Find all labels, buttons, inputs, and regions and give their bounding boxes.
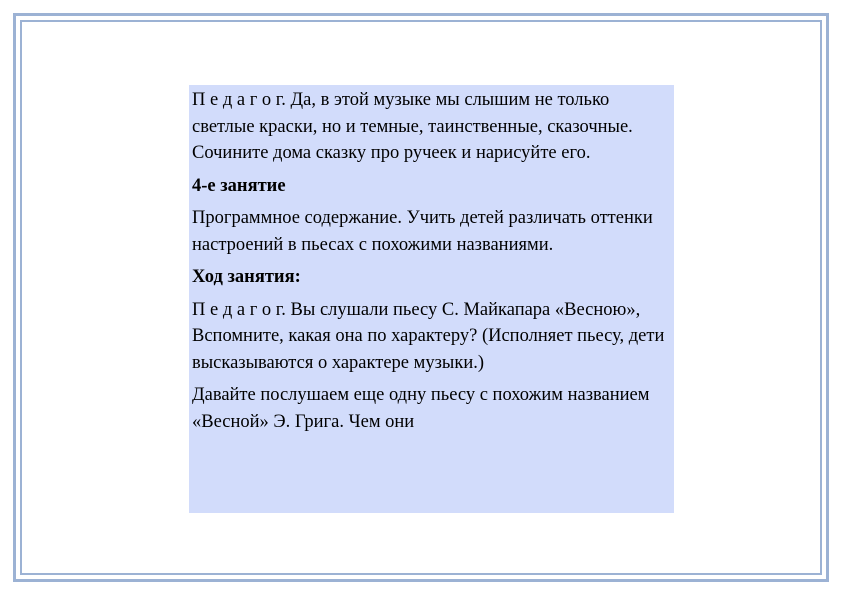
paragraph-text: Вы слушали пьесу С. Майкапара «Весною», Вспомните, какая она по характеру? (Исполняет пьесу, дети высказываются о характере музыки.): [192, 299, 665, 373]
speaker-label: П е д а г о г.: [192, 299, 286, 320]
paragraph-6: Давайте послушаем еще одну пьесу с похожим названием «Весной» Э. Грига. Чем они: [192, 385, 650, 432]
program-content-paragraph: Программное содержание. Учить детей различать оттенки настроений в пьесах с похожими названиями.: [192, 208, 653, 255]
speaker-label: П е д а г о г.: [192, 90, 286, 110]
paragraph-text: Да, в этой музыке мы слышим не только светлые краски, но и темные, таинственные, сказочные. Сочините дома сказку про ручеек и нарисуйте его.: [192, 90, 633, 163]
paragraph-1: [192, 87, 672, 167]
lesson-progress-heading: Ход занятия:: [192, 267, 301, 287]
paragraph-5: [192, 297, 672, 377]
text-box: [189, 85, 674, 513]
lesson-heading: 4-е занятие: [192, 175, 286, 196]
